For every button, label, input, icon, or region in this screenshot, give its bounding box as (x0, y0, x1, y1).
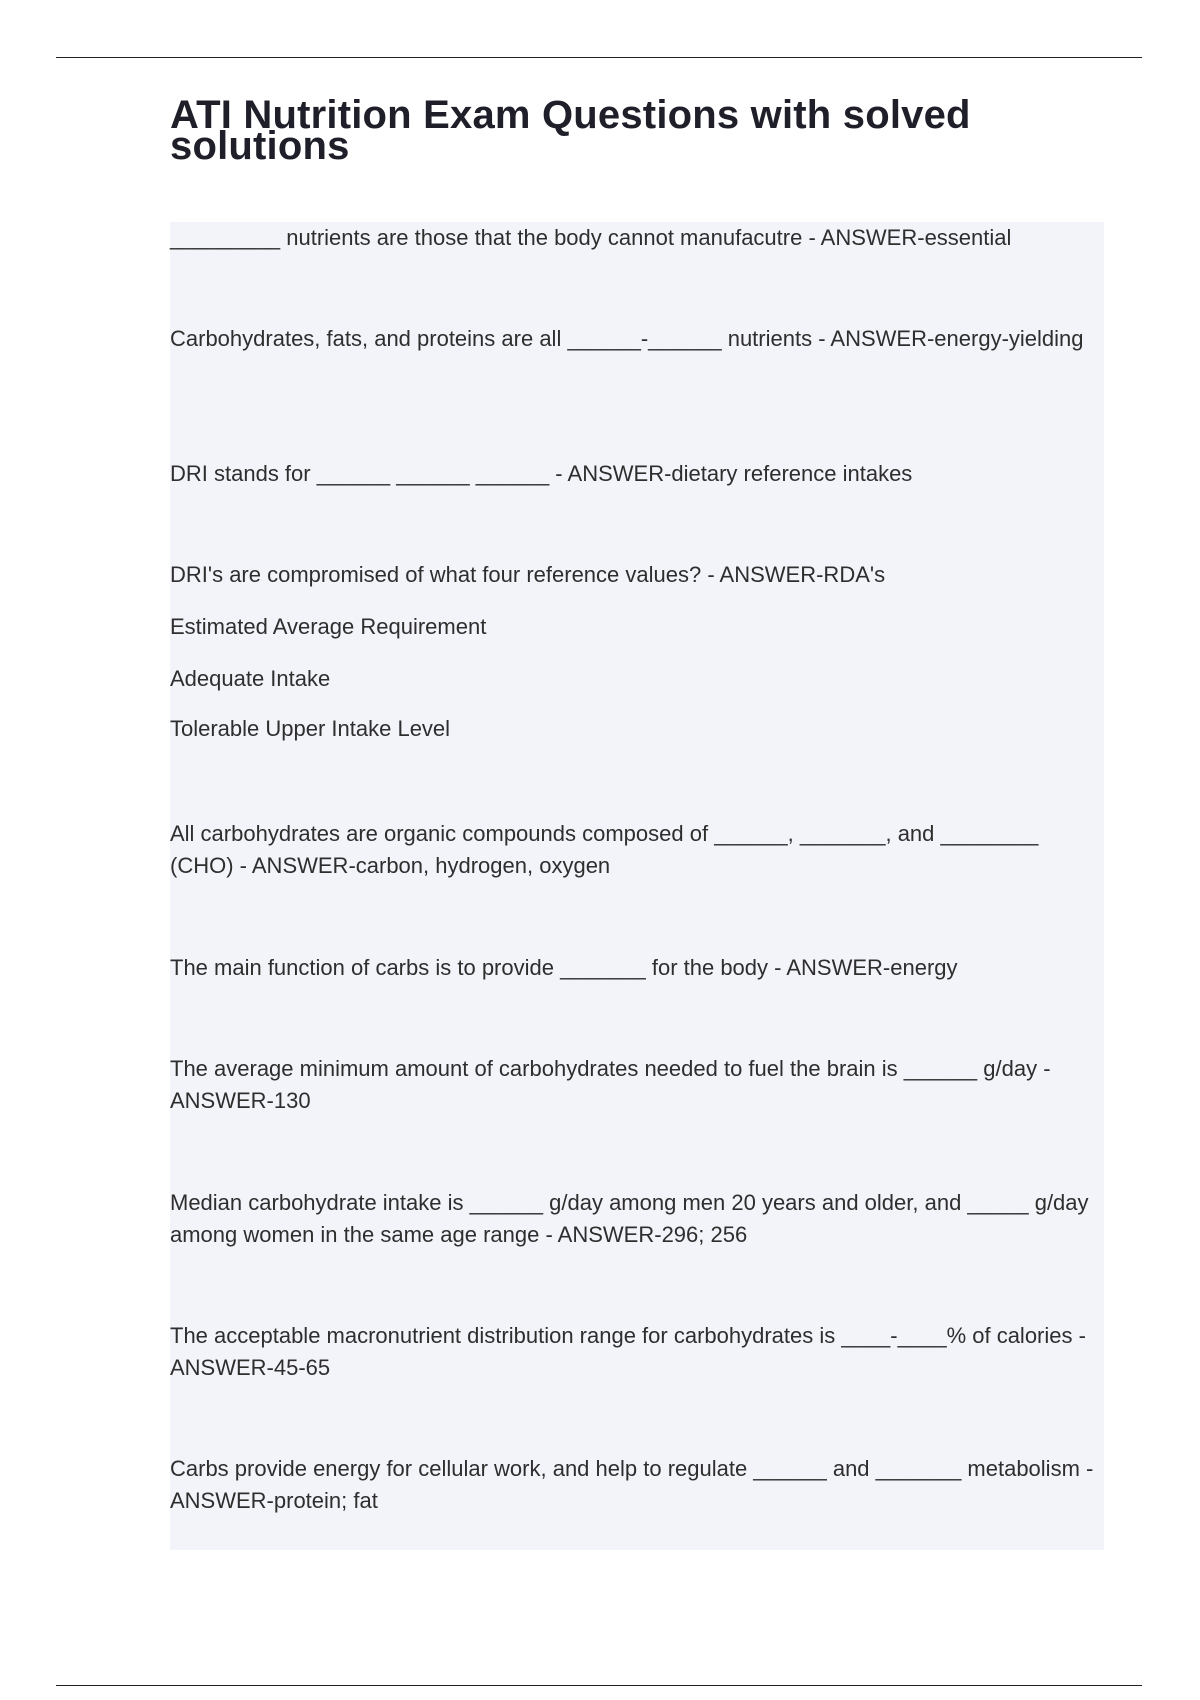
qa-item (170, 1187, 1100, 1251)
qa-text: DRI's are compromised of what four reference values? - ANSWER-RDA's (170, 562, 886, 587)
qa-item (170, 323, 1100, 355)
qa-item (170, 222, 1100, 254)
qa-answer-line: Estimated Average Requirement (170, 614, 487, 639)
page-bottom-rule (56, 1685, 1142, 1686)
document-title: ATI Nutrition Exam Questions with solved solutions (170, 93, 971, 168)
qa-item (170, 1053, 1100, 1117)
qa-item (170, 559, 1100, 745)
qa-text: The acceptable macronutrient distribution range for carbohydrates is ____-____% of calories - ANSWER-45-65 (170, 1323, 1086, 1380)
qa-item (170, 1453, 1100, 1517)
qa-text: _________ nutrients are those that the body cannot manufacutre - ANSWER-essential (170, 225, 1012, 250)
qa-item (170, 818, 1100, 882)
qa-text: Median carbohydrate intake is ______ g/day among men 20 years and older, and _____ g/day among women in the same age range - ANSWER-296; 256 (170, 1190, 1089, 1247)
qa-text: Carbohydrates, fats, and proteins are all ______-______ nutrients - ANSWER-energy-yielding (170, 326, 1084, 351)
qa-item (170, 952, 1100, 984)
qa-text: The average minimum amount of carbohydrates needed to fuel the brain is ______ g/day - ANSWER-130 (170, 1056, 1051, 1113)
qa-answer-line: Adequate Intake (170, 666, 331, 691)
qa-text: All carbohydrates are organic compounds composed of ______, _______, and ________ (CHO) - ANSWER-carbon, hydrogen, oxygen (170, 821, 1039, 878)
page-top-rule (56, 57, 1142, 58)
qa-text: The main function of carbs is to provide _______ for the body - ANSWER-energy (170, 955, 958, 980)
qa-text: Carbs provide energy for cellular work, and help to regulate ______ and _______ metabolism - ANSWER-protein; fat (170, 1456, 1094, 1513)
qa-text: DRI stands for ______ ______ ______ - ANSWER-dietary reference intakes (170, 461, 913, 486)
qa-item (170, 458, 1100, 490)
qa-answer-line: Tolerable Upper Intake Level (170, 716, 451, 741)
qa-item (170, 1320, 1100, 1384)
